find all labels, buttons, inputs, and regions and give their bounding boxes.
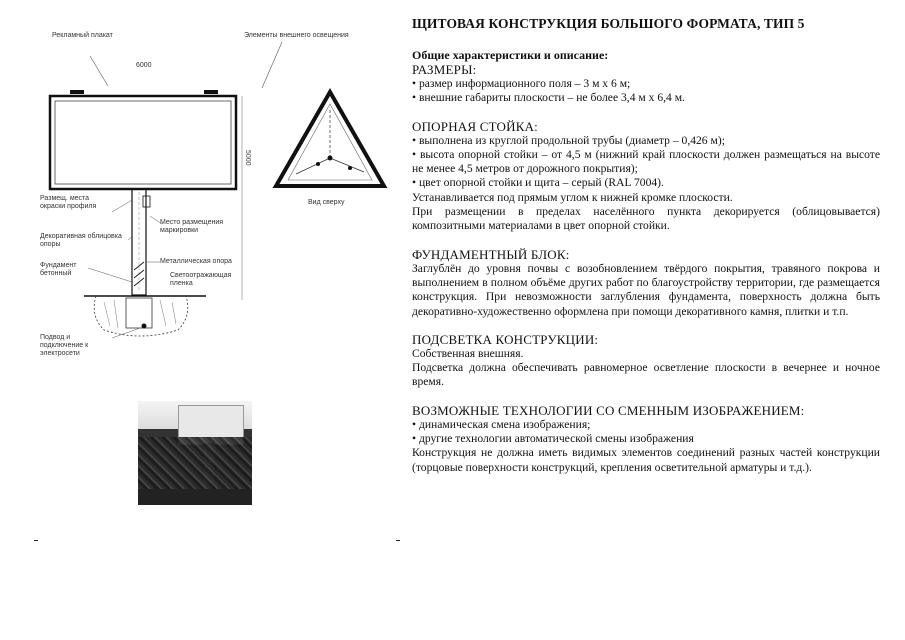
label-decor: Размещ. места окраски профиля: [40, 195, 97, 210]
lighting-item: Подсветка должна обеспечивать равномерное осветление плоскости в вечернее и ночное время.: [412, 361, 880, 389]
tech-item: Конструкция не должна иметь видимых элементов соединений разных частей конструкции (торцовые поверхности конструкций, крепления осветительной арматуры и т.д.).: [412, 446, 880, 474]
support-item: Устанавливается под прямым углом к нижней кромке плоскости.: [412, 190, 733, 204]
label-reflective: Светоотражающая пленка: [170, 272, 232, 287]
support-item: • цвет опорной стойки и щита – серый (RAL 7004).: [412, 176, 664, 190]
dim-height: 5000: [244, 150, 251, 166]
label-grounding: Подвод и подключение к электросети: [40, 334, 89, 357]
size-item: • внешние габариты плоскости – не более 3,4 м х 6,4 м.: [412, 91, 685, 105]
billboard-photo: [138, 401, 252, 505]
label-advert: Рекламный плакат: [52, 32, 113, 39]
page-mark-right: [396, 540, 400, 541]
page-mark-left: [34, 540, 38, 541]
size-item: • размер информационного поля – 3 м х 6 м;: [412, 77, 631, 90]
general-heading: Общие характеристики и описание:: [412, 48, 609, 62]
label-support: Металлическая опора: [160, 258, 232, 265]
photo-road: [138, 489, 252, 505]
top-view-caption: Вид сверху: [308, 199, 345, 206]
page-title: ЩИТОВАЯ КОНСТРУКЦИЯ БОЛЬШОГО ФОРМАТА, ТИП 5: [412, 16, 805, 31]
support-item: • выполнена из круглой продольной трубы (диаметр – 0,426 м);: [412, 133, 725, 147]
lighting-item: Собственная внешняя.: [412, 346, 524, 360]
label-lighting: Элементы внешнего освещения: [244, 32, 349, 39]
label-marking: Место размещения маркировки: [160, 219, 224, 234]
label-cladding: Декоративная облицовка опоры: [40, 233, 122, 248]
lighting-heading: ПОДСВЕТКА КОНСТРУКЦИИ:: [412, 331, 599, 347]
description-column: [412, 16, 880, 475]
tech-heading: ВОЗМОЖНЫЕ ТЕХНОЛОГИИ СО СМЕННЫМ ИЗОБРАЖЕНИЕМ:: [412, 402, 805, 418]
tech-item: • другие технологии автоматической смены изображения: [412, 432, 694, 446]
dim-width: 6000: [136, 62, 152, 69]
technical-drawing-panel: [0, 0, 400, 640]
foundation-text: Заглублён до уровня почвы с возобновлением твёрдого покрытия, травяного покрова и выполнением в полном объёме других работ по благоустройству территории, где размещается конструкция. При невозможности заглубления фундамента, поверхность должна быть декоративно-художественно оформлена при помощи декоративного камня, плитки и т.п.: [412, 261, 880, 318]
support-item: При размещении в пределах населённого пункта декорируется (облицовывается) композитными материалами в цвет опорной стойки.: [412, 205, 880, 233]
support-item: • высота опорной стойки – от 4,5 м (нижний край плоскости должен размещаться на высоте не менее 4,5 метров от дорожного покрытия);: [412, 147, 880, 176]
foundation-heading: ФУНДАМЕНТНЫЙ БЛОК:: [412, 246, 570, 262]
label-foundation: Фундамент бетонный: [40, 262, 77, 277]
tech-item: • динамическая смена изображения;: [412, 417, 591, 431]
sizes-heading: РАЗМЕРЫ:: [412, 62, 477, 77]
support-heading: ОПОРНАЯ СТОЙКА:: [412, 118, 538, 134]
